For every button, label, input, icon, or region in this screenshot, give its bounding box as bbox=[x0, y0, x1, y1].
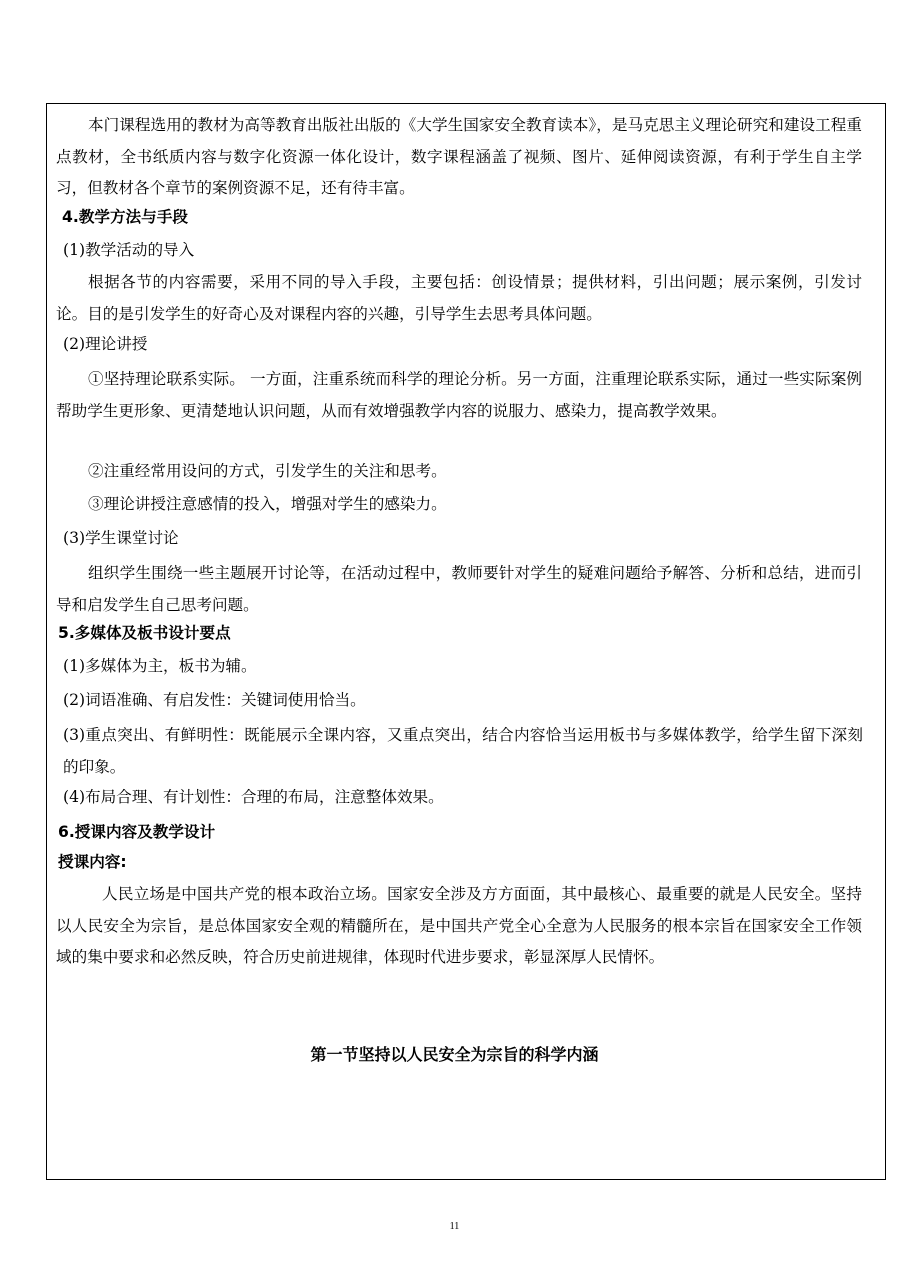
subheading-theory-lecture: (2)理论讲授 bbox=[63, 335, 148, 353]
theory-point-3: ③理论讲授注意感情的投入，增强对学生的感染力。 bbox=[88, 495, 447, 513]
section-title: 第一节坚持以人民安全为宗旨的科学内涵 bbox=[310, 1045, 599, 1064]
lecture-content-paragraph: 人民立场是中国共产党的根本政治立场。国家安全涉及方方面面，其中最核心、最重要的就是人民安全。坚持以人民安全为宗旨，是总体国家安全观的精髓所在，是中国共产党全心全意为人民服务的根本宗旨在国家安全工作领域的集中要求和必然反映，符合历史前进规律，体现时代进步要求，彰显深厚人民情怀。 bbox=[56, 885, 862, 966]
subheading-class-discussion: (3)学生课堂讨论 bbox=[63, 529, 179, 547]
lecture-content-label: 授课内容: bbox=[58, 853, 127, 871]
discussion-paragraph: 组织学生围绕一些主题展开讨论等，在活动过程中，教师要针对学生的疑难问题给予解答、分析和总结，进而引导和启发学生自己思考问题。 bbox=[56, 564, 862, 614]
heading-lecture-content: 6.授课内容及教学设计 bbox=[58, 823, 216, 841]
multimedia-point-1: (1)多媒体为主，板书为辅。 bbox=[63, 657, 257, 675]
introduction-paragraph: 根据各节的内容需要，采用不同的导入手段，主要包括：创设情景；提供材料，引出问题；展示案例，引发讨论。目的是引发学生的好奇心及对课程内容的兴趣，引导学生去思考具体问题。 bbox=[56, 273, 862, 323]
theory-point-2: ②注重经常用设问的方式，引发学生的关注和思考。 bbox=[88, 462, 447, 480]
heading-teaching-methods: 4.教学方法与手段 bbox=[62, 208, 188, 226]
multimedia-point-2: (2)词语准确、有启发性：关键词使用恰当。 bbox=[63, 691, 366, 709]
multimedia-point-4: (4)布局合理、有计划性：合理的布局，注意整体效果。 bbox=[63, 788, 444, 806]
theory-point-1: ①坚持理论联系实际。 一方面，注重系统而科学的理论分析。另一方面，注重理论联系实际，通过一些实际案例帮助学生更形象、更清楚地认识问题，从而有效增强教学内容的说服力、感染力，提高教学效果。 bbox=[56, 370, 862, 420]
multimedia-point-3: (3)重点突出、有鲜明性：既能展示全课内容，又重点突出，结合内容恰当运用板书与多媒体教学，给学生留下深刻的印象。 bbox=[63, 726, 863, 776]
textbook-paragraph: 本门课程选用的教材为高等教育出版社出版的《大学生国家安全教育读本》，是马克思主义理论研究和建设工程重点教材，全书纸质内容与数字化资源一体化设计，数字课程涵盖了视频、图片、延伸阅读资源，有利于学生自主学习，但教材各个章节的案例资源不足，还有待丰富。 bbox=[56, 116, 862, 197]
page-number: 11 bbox=[449, 1221, 460, 1232]
heading-multimedia: 5.多媒体及板书设计要点 bbox=[58, 624, 231, 642]
subheading-introduction: (1)教学活动的导入 bbox=[63, 241, 195, 259]
